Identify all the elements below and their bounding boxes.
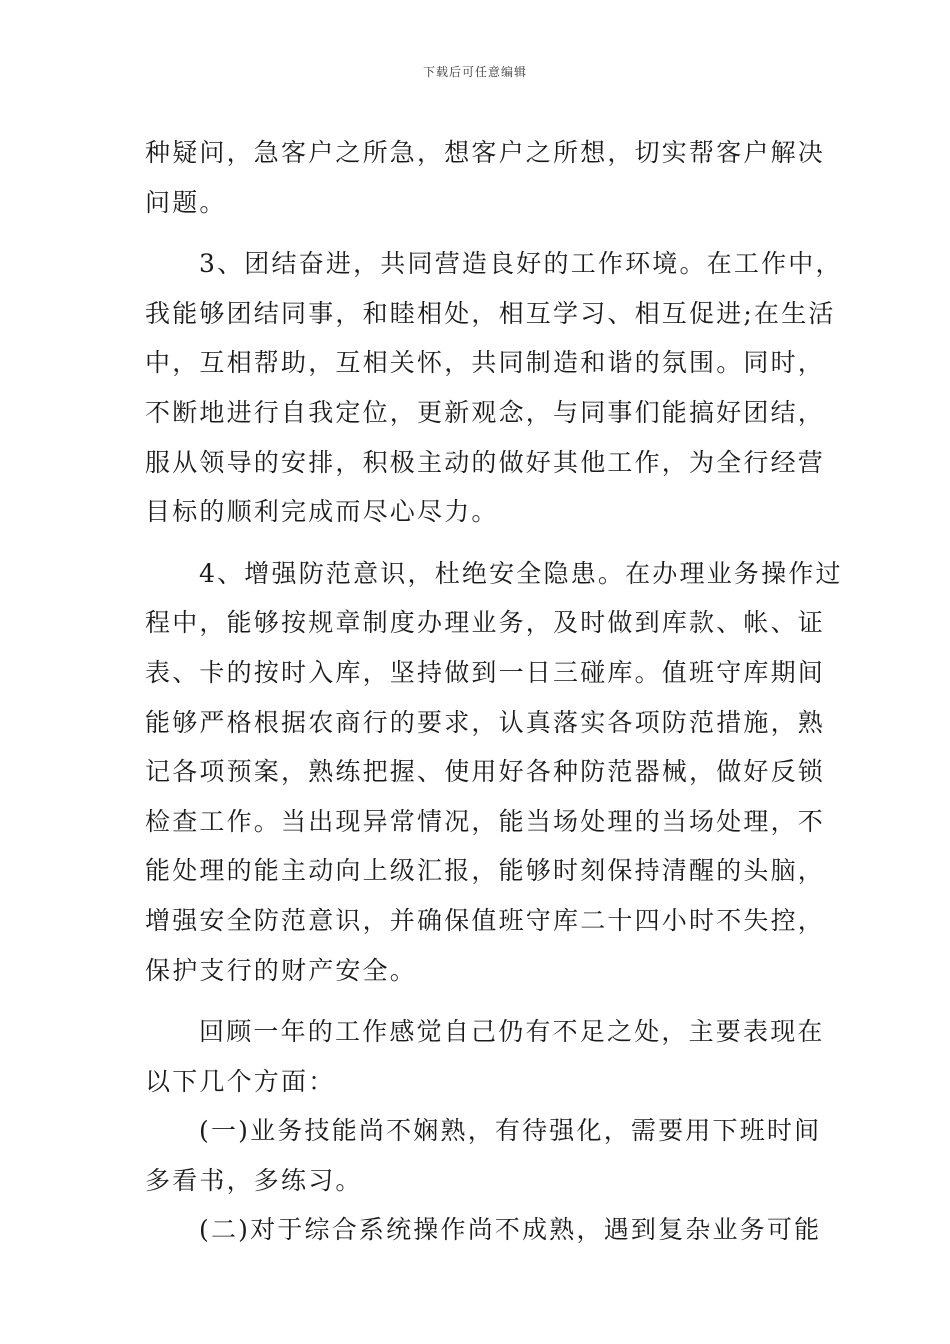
text-line: (一)业务技能尚不娴熟，有待强化，需要用下班时间 — [199, 1116, 822, 1146]
page-header-note: 下载后可任意编辑 — [422, 65, 527, 79]
text-line: 回顾一年的工作感觉自己仍有不足之处，主要表现在 — [199, 1017, 825, 1047]
document-body — [145, 128, 843, 1255]
paragraph-teamwork — [145, 239, 843, 537]
paragraph-customer-service — [145, 128, 826, 227]
text-line: 能处理的能主动向上级汇报，能够时刻保持清醒的头脑， — [145, 856, 826, 886]
text-line: 检查工作。当出现异常情况，能当场处理的当场处理，不 — [145, 806, 826, 836]
text-line: 增强安全防范意识，并确保值班守库二十四小时不失控， — [145, 905, 826, 935]
text-line: 种疑问，急客户之所急，想客户之所想，切实帮客户解决 — [145, 138, 826, 167]
text-line: 服从领导的安排，积极主动的做好其他工作，为全行经营 — [145, 447, 826, 477]
text-line: (二)对于综合系统操作尚不成熟，遇到复杂业务可能 — [199, 1215, 822, 1245]
text-line: 4、增强防范意识，杜绝安全隐患。在办理业务操作过 — [199, 558, 843, 588]
text-line: 保护支行的财产安全。 — [145, 955, 418, 985]
text-line: 程中，能够按规章制度办理业务，及时做到库款、帐、证 — [145, 608, 826, 638]
text-line: 不断地进行自我定位，更新观念，与同事们能搞好团结， — [145, 397, 826, 427]
text-line: 以下几个方面： — [145, 1066, 336, 1096]
text-line: 能够严格根据农商行的要求，认真落实各项防范措施，熟 — [145, 707, 826, 737]
text-line: 记各项预案，熟练把握、使用好各种防范器械，做好反锁 — [145, 757, 826, 787]
text-line: 问题。 — [145, 187, 227, 217]
paragraph-shortcoming-2 — [145, 1205, 822, 1255]
text-line: 目标的顺利完成而尽心尽力。 — [145, 497, 499, 527]
paragraph-review — [145, 1007, 825, 1106]
paragraph-shortcoming-1 — [145, 1106, 822, 1205]
text-line: 我能够团结同事，和睦相处，相互学习、相互促进;在生活 — [145, 298, 836, 328]
text-line: 表、卡的按时入库，坚持做到一日三碰库。值班守库期间 — [145, 657, 826, 687]
paragraph-security — [145, 549, 843, 995]
text-line: 多看书，多练习。 — [145, 1165, 363, 1195]
text-line: 3、团结奋进，共同营造良好的工作环境。在工作中， — [199, 249, 843, 279]
text-line: 中，互相帮助，互相关怀，共同制造和谐的氛围。同时， — [145, 348, 826, 378]
